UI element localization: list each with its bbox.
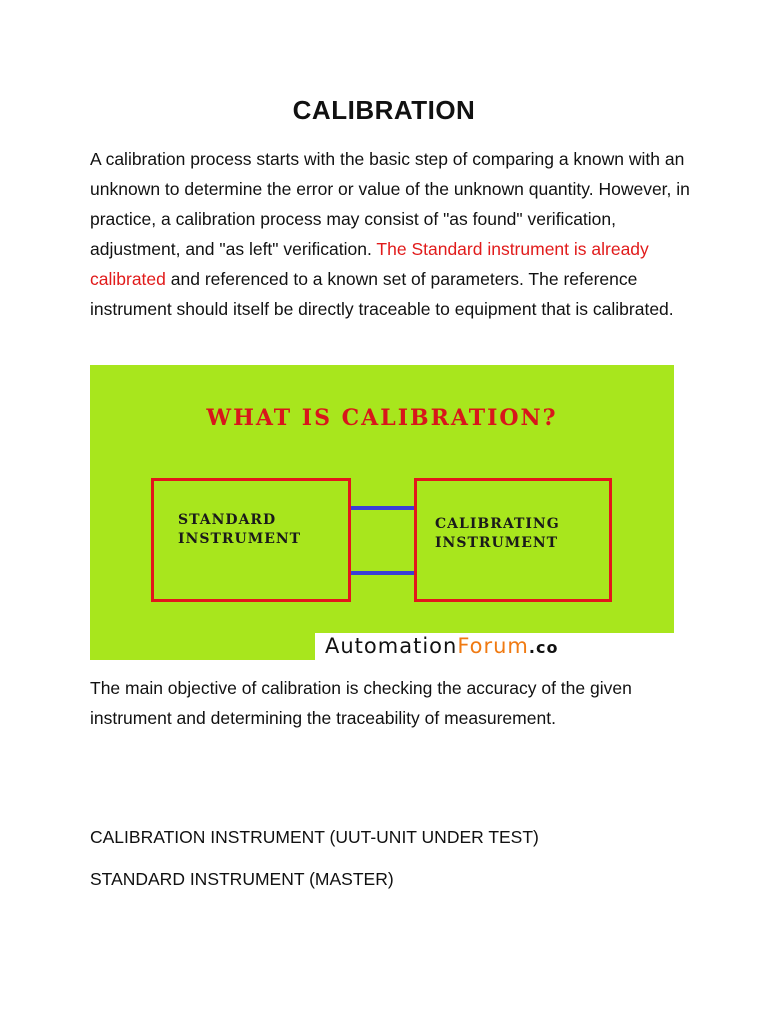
standard-instrument-box [151, 478, 351, 602]
list-item: CALIBRATION INSTRUMENT (UUT-UNIT UNDER TEST) [90, 827, 539, 847]
calibrating-instrument-box [414, 478, 612, 602]
intro-text-part1: A calibration process starts with the basic step of comparing a known with an unknown to determine the error or value of the unknown quantity. However, in practice, a calibration process may consist of "as found" verification, adjustment, and "as left" verification. [90, 149, 690, 259]
standard-instrument-label [178, 511, 301, 549]
calibrating-label-line1: CALIBRATING [435, 516, 560, 532]
calibrating-label-line2: INSTRUMENT [435, 535, 559, 551]
calibrating-instrument-label [435, 515, 560, 553]
brand-watermark [315, 633, 674, 660]
calibration-diagram [90, 365, 674, 660]
connector-line-bottom [351, 571, 414, 575]
list-item: STANDARD INSTRUMENT (MASTER) [90, 869, 394, 889]
diagram-heading: WHAT IS CALIBRATION? [206, 405, 558, 431]
intro-highlight: The Standard instrument is already calibrated [90, 239, 649, 289]
brand-logo [325, 633, 558, 661]
standard-label-line2: INSTRUMENT [178, 531, 302, 547]
objective-paragraph: The main objective of calibration is checking the accuracy of the given instrument and determining the traceability of measurement. [90, 678, 632, 728]
page-title: CALIBRATION [292, 95, 476, 125]
intro-text-part2: and referenced to a known set of parameters. The reference instrument should itself be directly traceable to equipment that is calibrated. [90, 269, 674, 319]
brand-part2: Forum [457, 634, 529, 658]
connector-line-top [351, 506, 414, 510]
brand-part1: Automation [325, 634, 458, 658]
intro-paragraph [90, 144, 690, 324]
standard-label-line1: STANDARD [178, 512, 277, 528]
brand-part3: .co [528, 638, 559, 657]
